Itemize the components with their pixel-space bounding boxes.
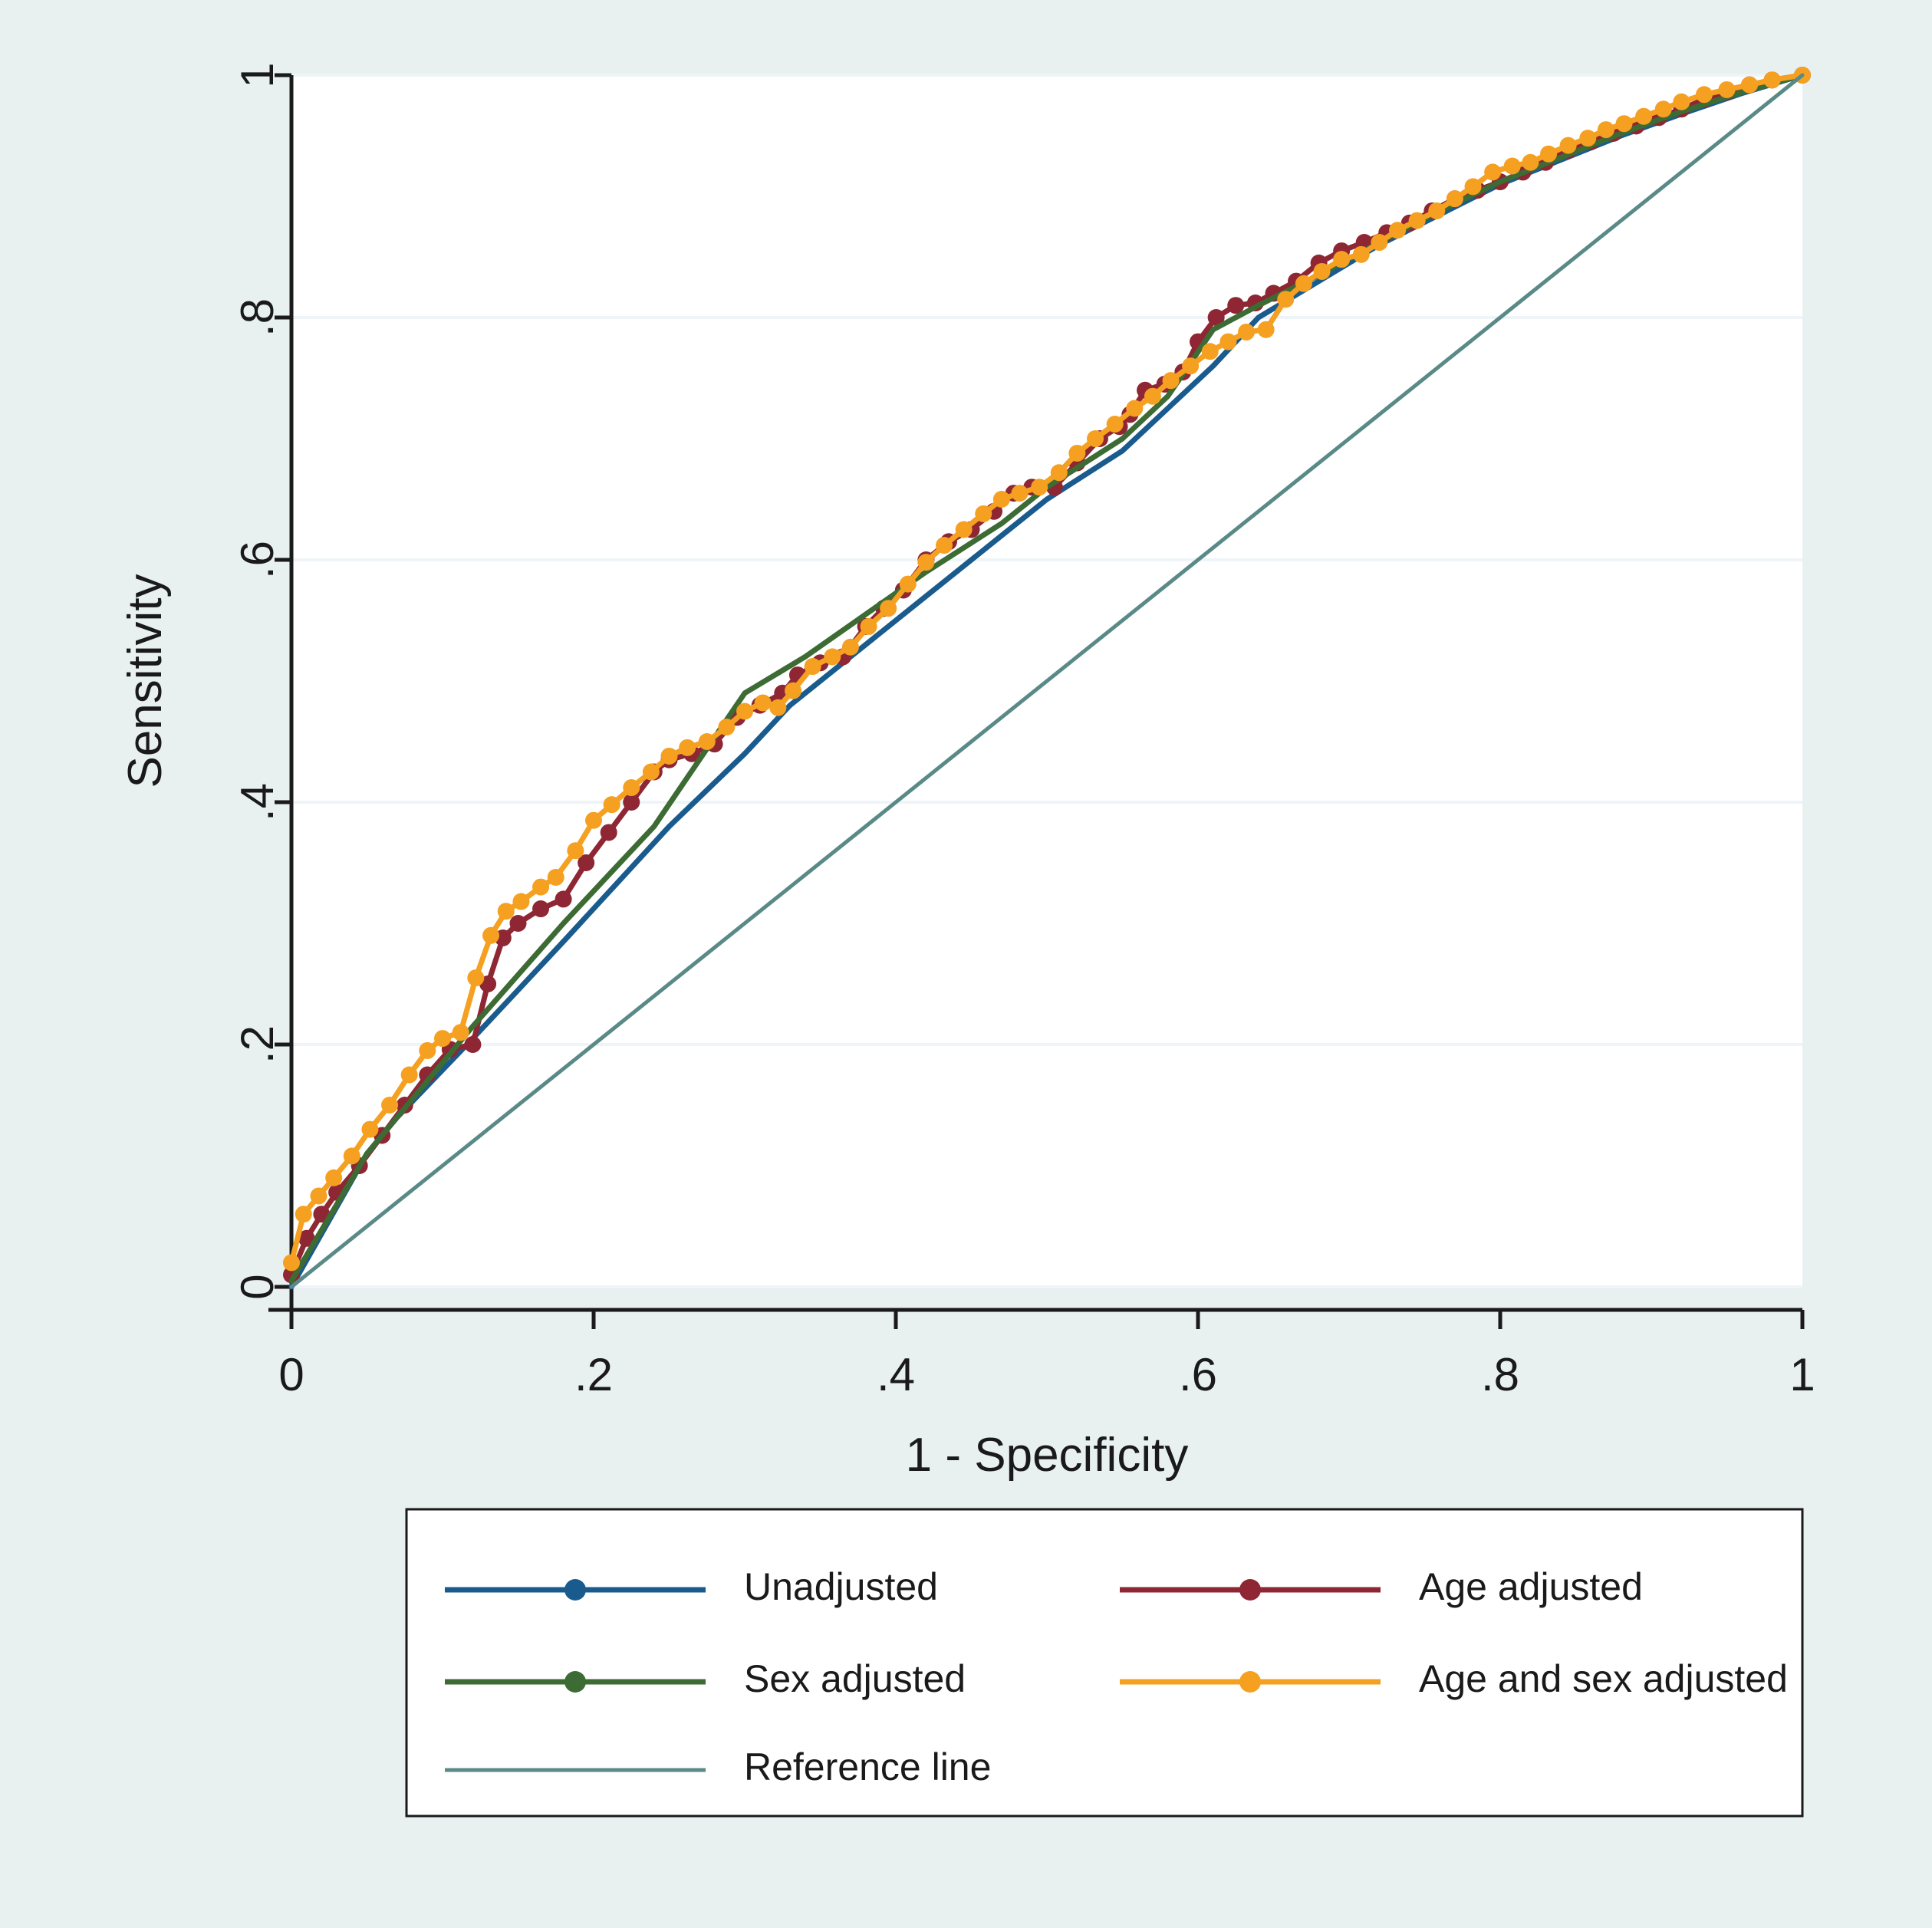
data-point — [1447, 190, 1463, 207]
y-tick-label: .2 — [231, 1025, 283, 1064]
data-point — [1371, 234, 1387, 251]
data-point — [1353, 246, 1370, 263]
data-point — [679, 739, 696, 756]
data-point — [1333, 251, 1350, 268]
data-point — [1163, 372, 1180, 389]
data-point — [1087, 430, 1104, 447]
y-axis-title: Sensitivity — [119, 574, 172, 788]
data-point — [310, 1188, 327, 1205]
data-point — [1540, 146, 1557, 163]
x-tick-label: .2 — [574, 1349, 614, 1400]
data-point — [1068, 445, 1085, 462]
data-point — [567, 842, 584, 859]
data-point — [555, 890, 572, 907]
y-tick-label: .4 — [231, 782, 283, 822]
legend-marker — [1239, 1671, 1261, 1693]
data-point — [1238, 324, 1255, 341]
data-point — [604, 796, 620, 813]
data-point — [512, 893, 529, 910]
data-point — [1616, 115, 1633, 132]
legend-label: Sex adjusted — [744, 1657, 966, 1701]
y-tick-label: .8 — [231, 298, 283, 337]
data-point — [532, 900, 549, 917]
y-tick-label: 0 — [231, 1274, 283, 1300]
data-point — [548, 869, 564, 886]
data-point — [842, 639, 859, 656]
data-point — [1202, 343, 1219, 360]
legend-marker — [564, 1671, 586, 1693]
data-point — [464, 1036, 481, 1053]
data-point — [344, 1147, 360, 1164]
data-point — [1428, 202, 1445, 219]
data-point — [993, 491, 1010, 508]
x-axis-title: 1 - Specificity — [905, 1429, 1189, 1482]
data-point — [1522, 154, 1539, 171]
data-point — [1389, 222, 1406, 239]
data-point — [1031, 479, 1048, 495]
y-axis — [232, 62, 291, 1310]
data-point — [699, 733, 716, 750]
data-point — [1258, 321, 1275, 338]
data-point — [498, 903, 515, 920]
data-point — [325, 1170, 342, 1186]
data-point — [936, 537, 953, 554]
data-point — [785, 683, 801, 699]
data-point — [805, 658, 821, 675]
data-point — [1741, 77, 1758, 94]
data-point — [880, 600, 897, 617]
data-point — [1598, 121, 1614, 138]
data-point — [1314, 263, 1331, 280]
x-tick-label: .8 — [1480, 1349, 1520, 1400]
data-point — [1764, 71, 1781, 88]
x-axis — [268, 1310, 1815, 1400]
legend-label: Age adjusted — [1419, 1565, 1643, 1609]
data-point — [623, 779, 640, 796]
data-point — [381, 1097, 398, 1114]
y-tick-label: .6 — [231, 540, 283, 580]
data-point — [1295, 275, 1312, 292]
data-point — [975, 505, 992, 522]
data-point — [419, 1042, 436, 1059]
data-point — [1484, 163, 1501, 180]
data-point — [643, 764, 660, 781]
data-point — [1673, 94, 1690, 110]
data-point — [661, 748, 678, 765]
data-point — [361, 1121, 378, 1138]
data-point — [482, 927, 499, 944]
data-point — [453, 1024, 469, 1041]
legend-marker — [564, 1579, 586, 1601]
data-point — [1504, 158, 1521, 175]
data-point — [1465, 178, 1482, 195]
data-point — [718, 719, 735, 735]
data-point — [736, 703, 753, 720]
data-point — [434, 1030, 451, 1047]
legend — [406, 1509, 1802, 1816]
data-point — [1409, 212, 1426, 229]
data-point — [601, 824, 617, 841]
data-point — [1107, 416, 1124, 433]
data-point — [769, 699, 786, 716]
data-point — [861, 618, 877, 635]
data-point — [1719, 81, 1736, 98]
x-tick-label: .4 — [876, 1349, 916, 1400]
roc-chart — [46, 29, 1887, 1900]
data-point — [1126, 400, 1143, 417]
data-point — [1144, 388, 1161, 405]
data-point — [1696, 86, 1713, 103]
data-point — [956, 521, 973, 538]
data-point — [1560, 137, 1577, 154]
data-point — [824, 648, 841, 665]
x-tick-label: .6 — [1178, 1349, 1218, 1400]
data-point — [467, 969, 484, 986]
x-tick-label: 1 — [1789, 1349, 1815, 1400]
data-point — [1277, 291, 1294, 308]
data-point — [295, 1206, 312, 1222]
data-point — [1182, 357, 1199, 374]
legend-label: Unadjusted — [744, 1565, 938, 1609]
data-point — [283, 1254, 300, 1271]
x-tick-label: 0 — [278, 1349, 304, 1400]
legend-label: Reference line — [744, 1745, 992, 1789]
legend-marker — [1239, 1579, 1261, 1601]
data-point — [1051, 464, 1068, 481]
data-point — [1012, 485, 1029, 502]
data-point — [917, 554, 934, 571]
data-point — [1227, 297, 1244, 314]
data-point — [532, 879, 549, 896]
data-point — [401, 1067, 418, 1084]
data-point — [585, 812, 602, 829]
data-point — [510, 915, 527, 932]
data-point — [1219, 334, 1236, 350]
data-point — [900, 576, 917, 593]
data-point — [1635, 108, 1652, 125]
data-point — [1579, 130, 1596, 146]
data-point — [1655, 100, 1672, 117]
data-point — [755, 694, 772, 711]
y-tick-label: 1 — [231, 62, 283, 88]
legend-label: Age and sex adjusted — [1419, 1657, 1788, 1701]
chart-svg — [46, 29, 1887, 1900]
